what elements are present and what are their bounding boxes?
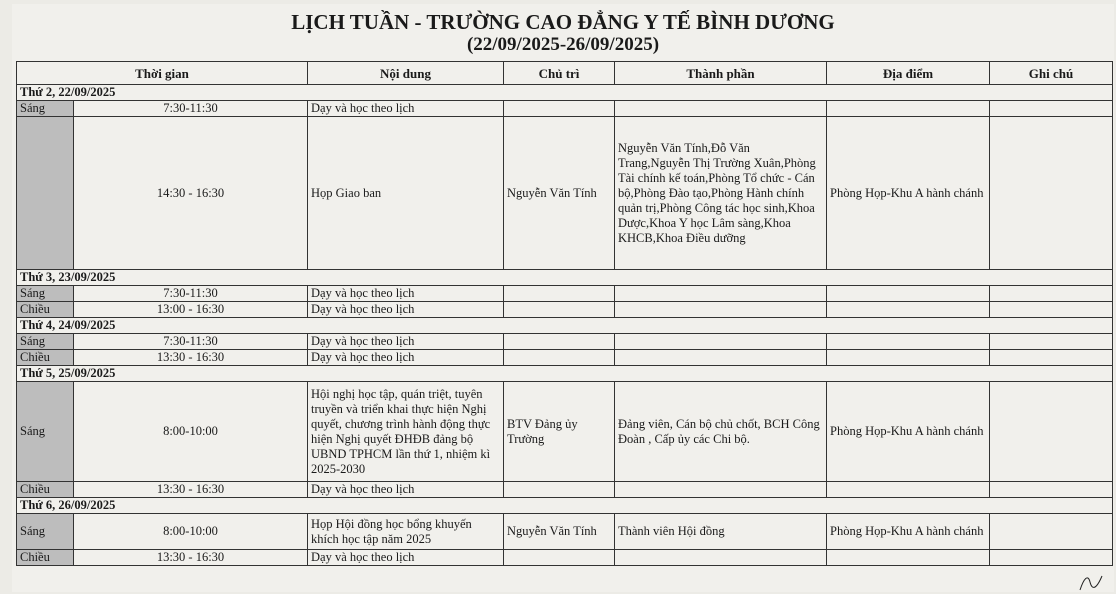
location-cell: [827, 302, 990, 318]
chair-cell: [504, 302, 615, 318]
chair-cell: [504, 286, 615, 302]
chair-cell: [504, 550, 615, 566]
members-cell: [615, 334, 827, 350]
location-cell: [827, 482, 990, 498]
note-cell: [990, 334, 1113, 350]
members-cell: [615, 350, 827, 366]
schedule-row: [17, 382, 1113, 482]
session-cell: Sáng: [17, 334, 74, 350]
chair-cell: [504, 334, 615, 350]
schedule-row: [17, 350, 1113, 366]
schedule-sheet: [12, 4, 1114, 592]
note-cell: [990, 286, 1113, 302]
note-cell: [990, 117, 1113, 270]
members-cell: [615, 101, 827, 117]
day-label: Thứ 2, 22/09/2025: [17, 85, 1113, 101]
time-cell: 13:30 - 16:30: [74, 550, 308, 566]
note-cell: [990, 101, 1113, 117]
time-cell: 13:30 - 16:30: [74, 350, 308, 366]
note-cell: [990, 350, 1113, 366]
session-cell: Sáng: [17, 286, 74, 302]
members-cell: [615, 286, 827, 302]
location-cell: [827, 334, 990, 350]
content-cell: Dạy và học theo lịch: [308, 350, 504, 366]
schedule-row: [17, 334, 1113, 350]
header-row: [17, 62, 1113, 85]
schedule-row: [17, 514, 1113, 550]
schedule-row: [17, 286, 1113, 302]
schedule-row: [17, 117, 1113, 270]
location-cell: [827, 286, 990, 302]
time-cell: 7:30-11:30: [74, 334, 308, 350]
time-cell: 7:30-11:30: [74, 101, 308, 117]
note-cell: [990, 482, 1113, 498]
content-cell: Dạy và học theo lịch: [308, 302, 504, 318]
time-cell: 8:00-10:00: [74, 382, 308, 482]
content-cell: Dạy và học theo lịch: [308, 550, 504, 566]
day-label: Thứ 4, 24/09/2025: [17, 318, 1113, 334]
col-header-time: Thời gian: [17, 62, 308, 85]
note-cell: [990, 302, 1113, 318]
session-cell: Chiều: [17, 350, 74, 366]
time-cell: 8:00-10:00: [74, 514, 308, 550]
schedule-row: [17, 482, 1113, 498]
content-cell: Dạy và học theo lịch: [308, 101, 504, 117]
time-cell: 13:30 - 16:30: [74, 482, 308, 498]
content-cell: Họp Giao ban: [308, 117, 504, 270]
content-cell: Họp Hội đồng học bổng khuyến khích học tập năm 2025: [308, 514, 504, 550]
col-header-location: Địa điểm: [827, 62, 990, 85]
day-row: [17, 498, 1113, 514]
chair-cell: Nguyễn Văn Tính: [504, 514, 615, 550]
session-cell: [17, 117, 74, 270]
col-header-note: Ghi chú: [990, 62, 1113, 85]
signature-mark: [1076, 572, 1106, 592]
time-cell: 7:30-11:30: [74, 286, 308, 302]
schedule-row: [17, 550, 1113, 566]
chair-cell: [504, 350, 615, 366]
time-cell: 13:00 - 16:30: [74, 302, 308, 318]
location-cell: [827, 550, 990, 566]
day-row: [17, 85, 1113, 101]
chair-cell: Nguyễn Văn Tính: [504, 117, 615, 270]
session-cell: Chiều: [17, 482, 74, 498]
session-cell: Sáng: [17, 382, 74, 482]
session-cell: Sáng: [17, 101, 74, 117]
note-cell: [990, 382, 1113, 482]
note-cell: [990, 514, 1113, 550]
chair-cell: [504, 482, 615, 498]
members-cell: Đảng viên, Cán bộ chủ chốt, BCH Công Đoàn , Cấp ủy các Chi bộ.: [615, 382, 827, 482]
day-label: Thứ 6, 26/09/2025: [17, 498, 1113, 514]
location-cell: [827, 350, 990, 366]
members-cell: [615, 302, 827, 318]
page-title: LỊCH TUẦN - TRƯỜNG CAO ĐẲNG Y TẾ BÌNH DƯƠNG: [291, 10, 835, 34]
content-cell: Dạy và học theo lịch: [308, 334, 504, 350]
day-row: [17, 270, 1113, 286]
day-label: Thứ 3, 23/09/2025: [17, 270, 1113, 286]
members-cell: [615, 550, 827, 566]
time-cell: 14:30 - 16:30: [74, 117, 308, 270]
members-cell: [615, 482, 827, 498]
content-cell: Dạy và học theo lịch: [308, 482, 504, 498]
content-cell: Dạy và học theo lịch: [308, 286, 504, 302]
schedule-row: [17, 101, 1113, 117]
session-cell: Chiều: [17, 550, 74, 566]
content-cell: Hội nghị học tập, quán triệt, tuyên truyền và triển khai thực hiện Nghị quyết, chương trình hành động thực hiện Nghị quyết ĐHĐB đảng bộ UBND TPHCM lần thứ 1, nhiệm kì 2025-2030: [308, 382, 504, 482]
day-label: Thứ 5, 25/09/2025: [17, 366, 1113, 382]
chair-cell: BTV Đảng ủy Trường: [504, 382, 615, 482]
session-cell: Sáng: [17, 514, 74, 550]
schedule-table: [16, 61, 1113, 566]
members-cell: Nguyễn Văn Tính,Đỗ Văn Trang,Nguyễn Thị Trường Xuân,Phòng Tài chính kế toán,Phòng Tổ chức - Cán bộ,Phòng Đào tạo,Phòng Hành chính quản trị,Phòng Công tác học sinh,Khoa Dược,Khoa Y học Lâm sàng,Khoa KHCB,Khoa Điều dưỡng: [615, 117, 827, 270]
location-cell: Phòng Họp-Khu A hành chánh: [827, 514, 990, 550]
location-cell: [827, 101, 990, 117]
day-row: [17, 366, 1113, 382]
col-header-chair: Chủ trì: [504, 62, 615, 85]
session-cell: Chiều: [17, 302, 74, 318]
chair-cell: [504, 101, 615, 117]
col-header-members: Thành phần: [615, 62, 827, 85]
day-row: [17, 318, 1113, 334]
location-cell: Phòng Họp-Khu A hành chánh: [827, 382, 990, 482]
members-cell: Thành viên Hội đồng: [615, 514, 827, 550]
schedule-row: [17, 302, 1113, 318]
page-subtitle: (22/09/2025-26/09/2025): [466, 34, 660, 55]
col-header-content: Nội dung: [308, 62, 504, 85]
location-cell: Phòng Họp-Khu A hành chánh: [827, 117, 990, 270]
note-cell: [990, 550, 1113, 566]
